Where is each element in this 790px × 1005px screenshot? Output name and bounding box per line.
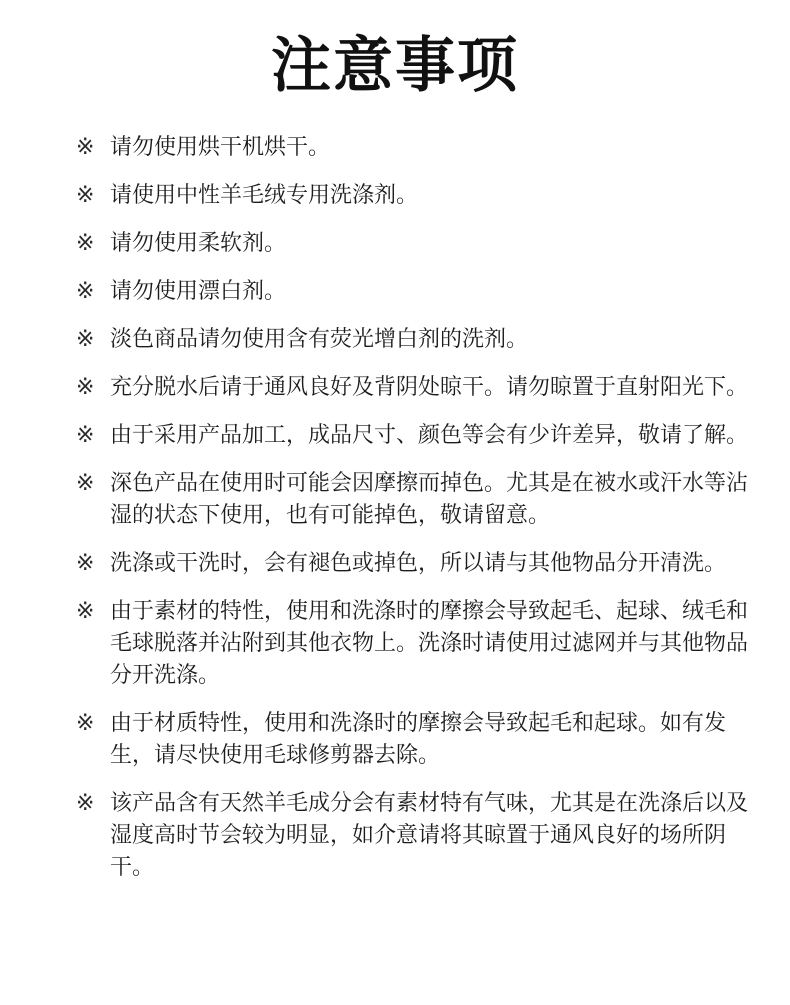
reference-mark-icon: ※: [76, 279, 95, 304]
reference-mark-icon: ※: [76, 135, 95, 160]
note-text: 请勿使用烘干机烘干。: [110, 135, 331, 160]
reference-mark-icon: ※: [76, 375, 95, 400]
list-item: [0, 228, 790, 260]
reference-mark-icon: ※: [76, 551, 95, 576]
list-item: [0, 372, 790, 404]
note-text: 充分脱水后请于通风良好及背阴处晾干。请勿晾置于直射阳光下。: [110, 375, 749, 400]
list-item: [0, 132, 790, 164]
reference-mark-icon: ※: [76, 327, 95, 352]
reference-mark-icon: ※: [76, 471, 95, 496]
note-text: 洗涤或干洗时，会有褪色或掉色，所以请与其他物品分开清洗。: [110, 551, 727, 576]
reference-mark-icon: ※: [76, 599, 95, 624]
list-item: [0, 548, 790, 580]
note-text: 请勿使用漂白剂。: [110, 279, 287, 304]
list-item: [0, 596, 790, 692]
list-item: [0, 708, 790, 772]
list-item: [0, 324, 790, 356]
note-text: 由于材质特性，使用和洗涤时的摩擦会导致起毛和起球。如有发生，请尽快使用毛球修剪器去除。: [110, 711, 727, 768]
page-title: 注意事项: [271, 31, 519, 101]
reference-mark-icon: ※: [76, 231, 95, 256]
care-notes-list: [0, 132, 790, 900]
note-text: 淡色商品请勿使用含有荧光增白剂的洗剂。: [110, 327, 529, 352]
note-text: 请勿使用柔软剂。: [110, 231, 287, 256]
list-item: [0, 788, 790, 884]
list-item: [0, 468, 790, 532]
reference-mark-icon: ※: [76, 183, 95, 208]
reference-mark-icon: ※: [76, 791, 95, 816]
reference-mark-icon: ※: [76, 423, 95, 448]
note-text: 该产品含有天然羊毛成分会有素材特有气味，尤其是在洗涤后以及湿度高时节会较为明显，如介意请将其晾置于通风良好的场所阴干。: [110, 791, 749, 880]
list-item: [0, 420, 790, 452]
reference-mark-icon: ※: [76, 711, 95, 736]
note-text: 由于素材的特性，使用和洗涤时的摩擦会导致起毛、起球、绒毛和毛球脱落并沾附到其他衣物上。洗涤时请使用过滤网并与其他物品分开洗涤。: [110, 599, 749, 688]
note-text: 请使用中性羊毛绒专用洗涤剂。: [110, 183, 419, 208]
list-item: [0, 180, 790, 212]
note-text: 由于采用产品加工，成品尺寸、颜色等会有少许差异，敬请了解。: [110, 423, 749, 448]
note-text: 深色产品在使用时可能会因摩擦而掉色。尤其是在被水或汗水等沾湿的状态下使用，也有可能掉色，敬请留意。: [110, 471, 749, 528]
list-item: [0, 276, 790, 308]
